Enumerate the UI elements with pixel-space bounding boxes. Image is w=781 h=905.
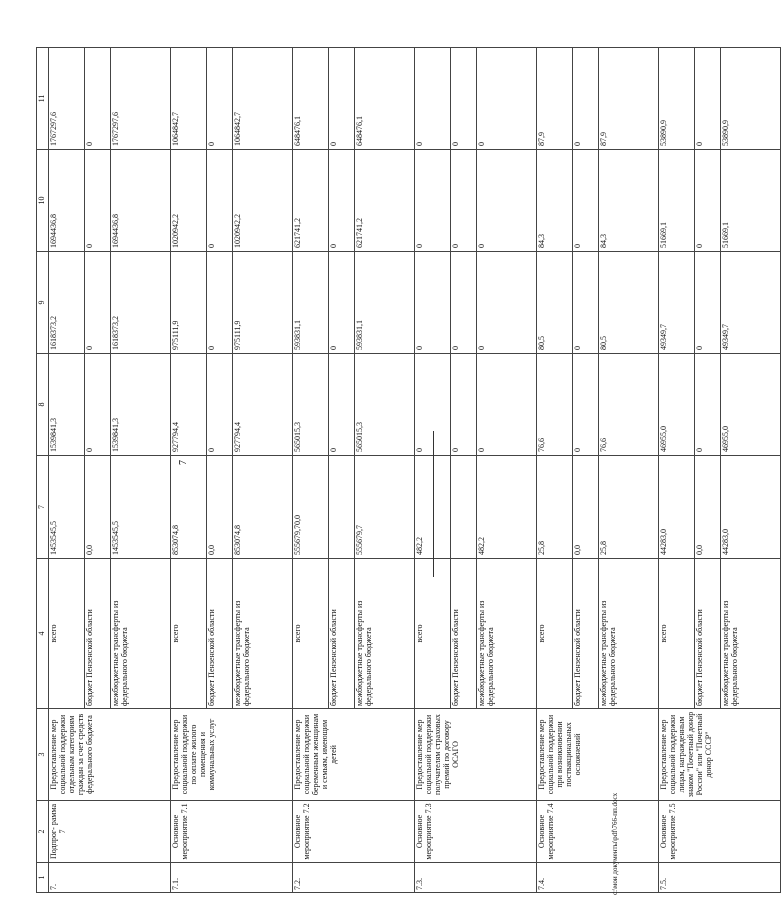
- value-cell: 975111,9: [171, 252, 207, 354]
- value-cell: 44283,0: [659, 456, 695, 559]
- funding-source-cell: всего: [171, 559, 207, 709]
- funding-source-cell: всего: [415, 559, 451, 709]
- value-cell: 0: [85, 354, 111, 456]
- row-number-cell: 7.5.: [659, 863, 781, 893]
- value-cell: 0: [207, 48, 233, 150]
- value-cell: 0: [329, 354, 355, 456]
- value-cell: 853074,8: [233, 456, 293, 559]
- value-cell: 1618373,2: [49, 252, 85, 354]
- funding-source-cell: всего: [293, 559, 329, 709]
- header-cell: 11: [37, 48, 49, 150]
- value-cell: 0: [695, 150, 721, 252]
- value-cell: 648476,1: [293, 48, 329, 150]
- program-name-cell: Основное мероприятие 7.2: [293, 801, 415, 863]
- value-cell: 853074,8: [171, 456, 207, 559]
- header-cell: 1: [37, 863, 49, 893]
- value-cell: 0: [695, 252, 721, 354]
- program-name-cell: Основное мероприятие 7.4: [537, 801, 659, 863]
- value-cell: 0: [477, 48, 537, 150]
- header-cell: 9: [37, 252, 49, 354]
- funding-source-cell: бюджет Пензенской области: [451, 559, 477, 709]
- value-cell: 0: [207, 354, 233, 456]
- value-cell: 1453545,5: [49, 456, 85, 559]
- value-cell: 1453545,5: [111, 456, 171, 559]
- value-cell: 46955,0: [659, 354, 695, 456]
- budget-table: [36, 47, 781, 893]
- table-row: [293, 48, 329, 893]
- value-cell: 0: [573, 354, 599, 456]
- funding-source-cell: бюджет Пензенской области: [85, 559, 111, 709]
- value-cell: 49349,7: [659, 252, 695, 354]
- value-cell: 927794,4: [233, 354, 293, 456]
- value-cell: 0: [695, 354, 721, 456]
- description-cell: Предоставление мер социальной поддержки по оплате жилого помещения и коммунальных услуг: [171, 709, 293, 801]
- value-cell: 51669,1: [659, 150, 695, 252]
- funding-source-cell: всего: [49, 559, 85, 709]
- value-cell: 482,2: [415, 456, 451, 559]
- funding-source-cell: бюджет Пензенской области: [207, 559, 233, 709]
- value-cell: 565015,3: [355, 354, 415, 456]
- description-cell: Предоставление мер социальной поддержки получателям страховых премий по договору ОСАГО: [415, 709, 537, 801]
- row-number-cell: 7.: [49, 863, 171, 893]
- row-number-cell: 7.3.: [415, 863, 537, 893]
- value-cell: 0: [573, 252, 599, 354]
- value-cell: 0: [415, 354, 451, 456]
- value-cell: 1694436,8: [49, 150, 85, 252]
- value-cell: 87,9: [599, 48, 659, 150]
- funding-source-cell: бюджет Пензенской области: [329, 559, 355, 709]
- value-cell: 0: [451, 252, 477, 354]
- value-cell: 53890,9: [721, 48, 781, 150]
- value-cell: 49349,7: [721, 252, 781, 354]
- value-cell: 0: [85, 252, 111, 354]
- value-cell: 1064842,7: [233, 48, 293, 150]
- value-cell: 0: [85, 150, 111, 252]
- value-cell: 1020942,2: [171, 150, 207, 252]
- value-cell: 53890,9: [659, 48, 695, 150]
- program-name-cell: Основное мероприятие 7.3: [415, 801, 537, 863]
- value-cell: 482,2: [477, 456, 537, 559]
- header-cell: 4: [37, 559, 49, 709]
- table-row: [171, 48, 207, 893]
- funding-source-cell: межбюджетные трансферты из федерального бюджета: [721, 559, 781, 709]
- value-cell: 0: [695, 48, 721, 150]
- value-cell: 555679,7: [355, 456, 415, 559]
- table-row: [49, 48, 85, 893]
- value-cell: 1618373,2: [111, 252, 171, 354]
- value-cell: 593831,1: [293, 252, 329, 354]
- value-cell: 76,6: [599, 354, 659, 456]
- table-row: [537, 48, 573, 893]
- value-cell: 0: [329, 48, 355, 150]
- separator-line: [433, 431, 434, 577]
- value-cell: 593831,1: [355, 252, 415, 354]
- table-row: [659, 48, 695, 893]
- value-cell: 0: [415, 48, 451, 150]
- funding-source-cell: всего: [537, 559, 573, 709]
- value-cell: 1694436,8: [111, 150, 171, 252]
- program-name-cell: Основное мероприятие 7.5: [659, 801, 781, 863]
- value-cell: 648476,1: [355, 48, 415, 150]
- value-cell: 87,9: [537, 48, 573, 150]
- value-cell: 0: [207, 150, 233, 252]
- program-name-cell: Подпрог- рамма 7: [49, 801, 171, 863]
- description-cell: Предоставление мер социальной поддержки беременным женщинам и семьям, имеющим детей: [293, 709, 415, 801]
- row-number-cell: 7.4.: [537, 863, 659, 893]
- value-cell: 0: [85, 48, 111, 150]
- footer-file-path: c:\мои документы\pdf\766-пп.docx: [611, 792, 619, 895]
- value-cell: 0: [329, 150, 355, 252]
- funding-source-cell: межбюджетные трансферты из федерального бюджета: [477, 559, 537, 709]
- description-cell: Предоставление мер социальной поддержки отдельным категориям граждан за счет средств федерального бюджета: [49, 709, 171, 801]
- value-cell: 80,5: [537, 252, 573, 354]
- value-cell: 565015,3: [293, 354, 329, 456]
- value-cell: 1020942,2: [233, 150, 293, 252]
- value-cell: 0,0: [85, 456, 111, 559]
- value-cell: [451, 456, 477, 559]
- program-name-cell: Основное мероприятие 7.1: [171, 801, 293, 863]
- value-cell: 0: [207, 252, 233, 354]
- value-cell: 44283,0: [721, 456, 781, 559]
- header-cell: 3: [37, 709, 49, 801]
- value-cell: 25,8: [537, 456, 573, 559]
- value-cell: 0: [451, 48, 477, 150]
- funding-source-cell: бюджет Пензенской области: [573, 559, 599, 709]
- value-cell: 927794,4: [171, 354, 207, 456]
- value-cell: 1539841,3: [111, 354, 171, 456]
- value-cell: 0: [415, 150, 451, 252]
- value-cell: 0: [573, 48, 599, 150]
- value-cell: 1539841,3: [49, 354, 85, 456]
- row-number-cell: 7.1.: [171, 863, 293, 893]
- value-cell: 0: [477, 150, 537, 252]
- table-body: [37, 48, 781, 893]
- header-row: [37, 48, 49, 893]
- funding-source-cell: межбюджетные трансферты из федерального бюджета: [599, 559, 659, 709]
- value-cell: 621741,2: [355, 150, 415, 252]
- value-cell: 0,0: [207, 456, 233, 559]
- header-cell: 2: [37, 801, 49, 863]
- value-cell: 0: [451, 354, 477, 456]
- value-cell: 1767297,6: [49, 48, 85, 150]
- value-cell: 975111,9: [233, 252, 293, 354]
- value-cell: 621741,2: [293, 150, 329, 252]
- description-cell: Предоставление мер социальной поддержки при возникновении поствакцинальных осложнений: [537, 709, 659, 801]
- value-cell: 1064842,7: [171, 48, 207, 150]
- value-cell: 0: [477, 354, 537, 456]
- description-cell: Предоставление мер социальной поддержки лицам, награжденным знаком "Почетный донор России" или "Почетный донор СССР": [659, 709, 781, 801]
- header-cell: 8: [37, 354, 49, 456]
- value-cell: 1767297,6: [111, 48, 171, 150]
- value-cell: 51669,1: [721, 150, 781, 252]
- value-cell: 0: [451, 150, 477, 252]
- value-cell: 555679,70,0: [293, 456, 329, 559]
- value-cell: 0: [415, 252, 451, 354]
- funding-source-cell: межбюджетные трансферты из федерального бюджета: [111, 559, 171, 709]
- value-cell: [329, 456, 355, 559]
- value-cell: 0: [477, 252, 537, 354]
- value-cell: 25,8: [599, 456, 659, 559]
- value-cell: 84,3: [537, 150, 573, 252]
- value-cell: 76,6: [537, 354, 573, 456]
- funding-source-cell: межбюджетные трансферты из федерального бюджета: [233, 559, 293, 709]
- header-cell: 7: [37, 456, 49, 559]
- value-cell: 84,3: [599, 150, 659, 252]
- value-cell: 0: [573, 150, 599, 252]
- value-cell: 46955,0: [721, 354, 781, 456]
- value-cell: 0,0: [695, 456, 721, 559]
- row-number-cell: 7.2.: [293, 863, 415, 893]
- value-cell: 80,5: [599, 252, 659, 354]
- header-cell: 10: [37, 150, 49, 252]
- page-number: 7: [178, 460, 189, 465]
- funding-source-cell: бюджет Пензенской области: [695, 559, 721, 709]
- value-cell: 0: [329, 252, 355, 354]
- funding-source-cell: всего: [659, 559, 695, 709]
- value-cell: 0,0: [573, 456, 599, 559]
- funding-source-cell: межбюджетные трансферты из федерального бюджета: [355, 559, 415, 709]
